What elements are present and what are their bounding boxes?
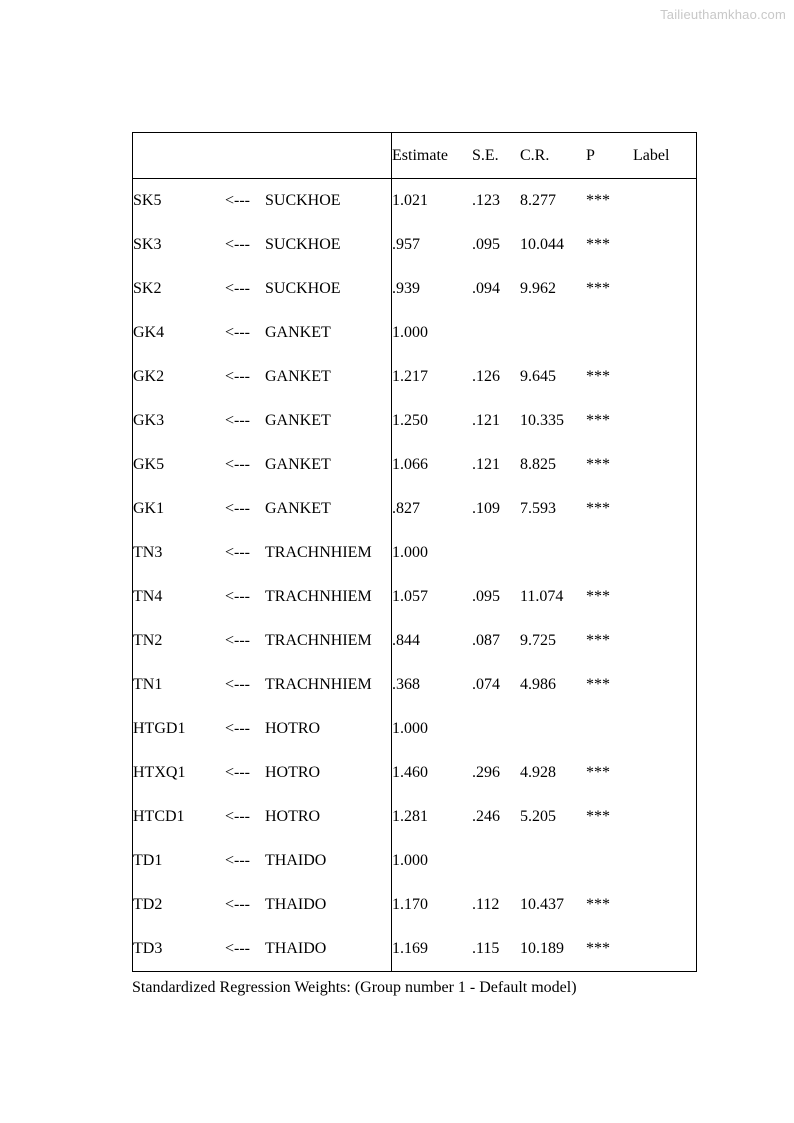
header-empty-factor (265, 133, 392, 179)
cell-cr: 10.189 (520, 940, 564, 957)
table-row (133, 619, 697, 663)
cell-estimate: .957 (392, 236, 420, 253)
cell-estimate: 1.281 (392, 808, 428, 825)
cell-factor: TRACHNHIEM (265, 619, 392, 663)
cell-factor: TRACHNHIEM (265, 575, 392, 619)
cell-arrow: <--- (225, 852, 251, 869)
cell-variable: HTCD1 (133, 808, 185, 825)
cell-cr: 11.074 (520, 588, 564, 605)
cell-estimate: 1.000 (392, 720, 428, 737)
cell-label (633, 223, 697, 267)
cell-p (586, 707, 633, 751)
cell-factor: SUCKHOE (265, 223, 392, 267)
cell-variable: GK1 (133, 500, 165, 517)
cell-cr (520, 707, 586, 751)
table-row (133, 223, 697, 267)
cell-cr: 10.044 (520, 236, 564, 253)
cell-label (633, 927, 697, 972)
cell-cr: 9.725 (520, 632, 556, 649)
cell-variable: SK2 (133, 280, 162, 297)
cell-cr: 9.962 (520, 280, 556, 297)
cell-p: *** (586, 412, 610, 429)
cell-cr: 5.205 (520, 808, 556, 825)
cell-p (586, 531, 633, 575)
table-row (133, 707, 697, 751)
table-row (133, 883, 697, 927)
watermark: Tailieuthamkhao.com (660, 7, 786, 22)
cell-label (633, 487, 697, 531)
cell-factor: HOTRO (265, 795, 392, 839)
cell-factor: SUCKHOE (265, 179, 392, 224)
cell-se (472, 311, 520, 355)
cell-cr (520, 531, 586, 575)
cell-p (586, 311, 633, 355)
cell-se: .074 (472, 676, 500, 693)
cell-factor: THAIDO (265, 883, 392, 927)
cell-estimate: 1.460 (392, 764, 428, 781)
cell-arrow: <--- (225, 940, 251, 957)
cell-variable: TN4 (133, 588, 163, 605)
cell-se: .121 (472, 412, 500, 429)
header-cr: C.R. (520, 133, 586, 179)
cell-p: *** (586, 808, 610, 825)
cell-arrow: <--- (225, 192, 251, 209)
cell-se (472, 531, 520, 575)
table-row (133, 575, 697, 619)
cell-estimate: 1.057 (392, 588, 428, 605)
cell-arrow: <--- (225, 632, 251, 649)
cell-cr: 4.986 (520, 676, 556, 693)
cell-factor: GANKET (265, 399, 392, 443)
cell-label (633, 839, 697, 883)
cell-se (472, 707, 520, 751)
cell-se: .115 (472, 940, 500, 957)
header-empty-arrow (225, 133, 265, 179)
table-row (133, 399, 697, 443)
header-estimate: Estimate (392, 133, 473, 179)
cell-factor: GANKET (265, 443, 392, 487)
table-row (133, 487, 697, 531)
cell-cr: 10.335 (520, 412, 564, 429)
cell-p (586, 839, 633, 883)
cell-arrow: <--- (225, 456, 251, 473)
header-se: S.E. (472, 133, 520, 179)
table-row (133, 267, 697, 311)
header-p: P (586, 133, 633, 179)
cell-variable: SK3 (133, 236, 162, 253)
cell-p: *** (586, 764, 610, 781)
cell-arrow: <--- (225, 544, 251, 561)
cell-variable: GK2 (133, 368, 165, 385)
cell-arrow: <--- (225, 896, 251, 913)
table-row (133, 179, 697, 224)
cell-estimate: .844 (392, 632, 420, 649)
table-row (133, 311, 697, 355)
cell-cr: 8.277 (520, 192, 556, 209)
table-row (133, 839, 697, 883)
cell-se: .121 (472, 456, 500, 473)
cell-factor: TRACHNHIEM (265, 663, 392, 707)
cell-estimate: .939 (392, 280, 420, 297)
cell-se: .296 (472, 764, 500, 781)
cell-estimate: 1.066 (392, 456, 428, 473)
table-row (133, 927, 697, 972)
cell-p: *** (586, 236, 610, 253)
cell-label (633, 883, 697, 927)
table-row (133, 795, 697, 839)
cell-se (472, 839, 520, 883)
cell-label (633, 619, 697, 663)
cell-variable: GK5 (133, 456, 165, 473)
cell-se: .112 (472, 896, 500, 913)
cell-p: *** (586, 192, 610, 209)
cell-se: .087 (472, 632, 500, 649)
cell-se: .126 (472, 368, 500, 385)
cell-variable: HTGD1 (133, 720, 186, 737)
cell-p: *** (586, 368, 610, 385)
cell-label (633, 355, 697, 399)
cell-se: .094 (472, 280, 500, 297)
cell-cr: 4.928 (520, 764, 556, 781)
table-caption: Standardized Regression Weights: (Group number 1 - Default model) (132, 979, 577, 996)
cell-p: *** (586, 632, 610, 649)
cell-factor: HOTRO (265, 751, 392, 795)
cell-label (633, 663, 697, 707)
cell-variable: TN1 (133, 676, 163, 693)
cell-variable: SK5 (133, 192, 162, 209)
cell-arrow: <--- (225, 368, 251, 385)
cell-p: *** (586, 896, 610, 913)
cell-estimate: 1.170 (392, 896, 428, 913)
cell-label (633, 707, 697, 751)
cell-variable: GK4 (133, 324, 165, 341)
cell-variable: TD2 (133, 896, 163, 913)
cell-p: *** (586, 500, 610, 517)
table-row (133, 751, 697, 795)
table-row (133, 355, 697, 399)
cell-variable: TN3 (133, 544, 163, 561)
cell-estimate: 1.000 (392, 852, 428, 869)
regression-weights-table (132, 132, 697, 972)
cell-se: .095 (472, 236, 500, 253)
table-row (133, 531, 697, 575)
cell-factor: GANKET (265, 487, 392, 531)
cell-label (633, 267, 697, 311)
header-label: Label (633, 133, 697, 179)
cell-estimate: 1.217 (392, 368, 428, 385)
cell-p: *** (586, 940, 610, 957)
cell-label (633, 751, 697, 795)
cell-variable: HTXQ1 (133, 764, 186, 781)
cell-factor: HOTRO (265, 707, 392, 751)
table-row (133, 443, 697, 487)
cell-arrow: <--- (225, 324, 251, 341)
cell-se: .123 (472, 192, 500, 209)
cell-p: *** (586, 588, 610, 605)
cell-variable: GK3 (133, 412, 165, 429)
cell-label (633, 531, 697, 575)
cell-factor: TRACHNHIEM (265, 531, 392, 575)
cell-variable: TD3 (133, 940, 163, 957)
cell-arrow: <--- (225, 808, 251, 825)
cell-estimate: 1.250 (392, 412, 428, 429)
cell-arrow: <--- (225, 764, 251, 781)
table-header-row (133, 133, 697, 179)
cell-label (633, 575, 697, 619)
cell-se: .246 (472, 808, 500, 825)
cell-arrow: <--- (225, 236, 251, 253)
cell-variable: TN2 (133, 632, 163, 649)
cell-cr: 9.645 (520, 368, 556, 385)
cell-estimate: .368 (392, 676, 420, 693)
cell-factor: THAIDO (265, 839, 392, 883)
cell-factor: GANKET (265, 311, 392, 355)
table-row (133, 663, 697, 707)
cell-arrow: <--- (225, 412, 251, 429)
cell-cr (520, 311, 586, 355)
cell-arrow: <--- (225, 676, 251, 693)
cell-label (633, 795, 697, 839)
cell-label (633, 443, 697, 487)
cell-p: *** (586, 456, 610, 473)
cell-estimate: 1.169 (392, 940, 428, 957)
cell-factor: GANKET (265, 355, 392, 399)
cell-arrow: <--- (225, 720, 251, 737)
cell-variable: TD1 (133, 852, 163, 869)
cell-label (633, 179, 697, 224)
cell-p: *** (586, 676, 610, 693)
header-empty-var (133, 133, 226, 179)
cell-cr: 7.593 (520, 500, 556, 517)
cell-p: *** (586, 280, 610, 297)
cell-estimate: 1.000 (392, 544, 428, 561)
cell-cr: 8.825 (520, 456, 556, 473)
cell-factor: THAIDO (265, 927, 392, 972)
cell-estimate: .827 (392, 500, 420, 517)
cell-factor: SUCKHOE (265, 267, 392, 311)
cell-arrow: <--- (225, 588, 251, 605)
cell-estimate: 1.021 (392, 192, 428, 209)
cell-se: .109 (472, 500, 500, 517)
cell-arrow: <--- (225, 280, 251, 297)
cell-label (633, 399, 697, 443)
cell-label (633, 311, 697, 355)
cell-cr (520, 839, 586, 883)
cell-estimate: 1.000 (392, 324, 428, 341)
cell-se: .095 (472, 588, 500, 605)
cell-cr: 10.437 (520, 896, 564, 913)
cell-arrow: <--- (225, 500, 251, 517)
